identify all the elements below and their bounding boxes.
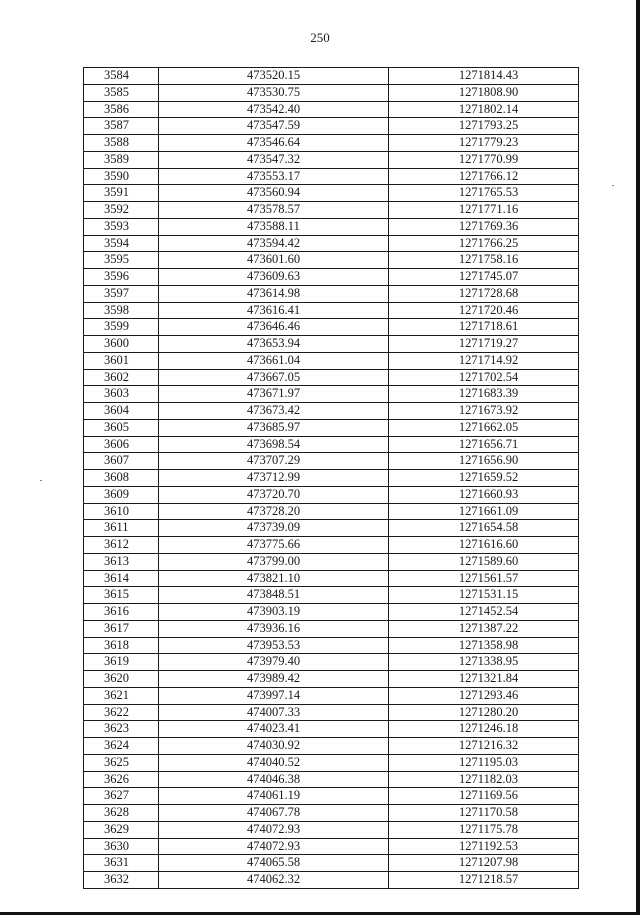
y-coordinate-cell: 1271718.61 (389, 319, 579, 336)
point-number-cell: 3593 (84, 218, 159, 235)
point-number-cell: 3604 (84, 403, 159, 420)
x-coordinate-cell: 474072.93 (159, 838, 389, 855)
point-number-cell: 3605 (84, 419, 159, 436)
x-coordinate-cell: 474030.92 (159, 738, 389, 755)
point-number-cell: 3589 (84, 151, 159, 168)
y-coordinate-cell: 1271766.12 (389, 168, 579, 185)
table-row (84, 771, 579, 788)
y-coordinate-cell: 1271216.32 (389, 738, 579, 755)
y-coordinate-cell: 1271771.16 (389, 202, 579, 219)
x-coordinate-cell: 473671.97 (159, 386, 389, 403)
table-row (84, 872, 579, 889)
point-number-cell: 3626 (84, 771, 159, 788)
x-coordinate-cell: 474046.38 (159, 771, 389, 788)
y-coordinate-cell: 1271793.25 (389, 118, 579, 135)
table-row (84, 654, 579, 671)
y-coordinate-cell: 1271280.20 (389, 704, 579, 721)
point-number-cell: 3596 (84, 269, 159, 286)
x-coordinate-cell: 474072.93 (159, 821, 389, 838)
x-coordinate-cell: 473546.64 (159, 135, 389, 152)
point-number-cell: 3599 (84, 319, 159, 336)
x-coordinate-cell: 473848.51 (159, 587, 389, 604)
table-row (84, 838, 579, 855)
scan-edge-right (636, 0, 640, 915)
y-coordinate-cell: 1271714.92 (389, 352, 579, 369)
x-coordinate-cell: 473720.70 (159, 486, 389, 503)
point-number-cell: 3627 (84, 788, 159, 805)
y-coordinate-cell: 1271673.92 (389, 403, 579, 420)
table-row (84, 855, 579, 872)
point-number-cell: 3595 (84, 252, 159, 269)
x-coordinate-cell: 473989.42 (159, 671, 389, 688)
table-row (84, 84, 579, 101)
y-coordinate-cell: 1271662.05 (389, 419, 579, 436)
point-number-cell: 3621 (84, 687, 159, 704)
point-number-cell: 3628 (84, 805, 159, 822)
x-coordinate-cell: 473542.40 (159, 101, 389, 118)
table-row (84, 352, 579, 369)
y-coordinate-cell: 1271207.98 (389, 855, 579, 872)
y-coordinate-cell: 1271758.16 (389, 252, 579, 269)
y-coordinate-cell: 1271321.84 (389, 671, 579, 688)
y-coordinate-cell: 1271656.71 (389, 436, 579, 453)
point-number-cell: 3602 (84, 369, 159, 386)
table-row (84, 721, 579, 738)
table-row (84, 453, 579, 470)
x-coordinate-cell: 473588.11 (159, 218, 389, 235)
table-row (84, 168, 579, 185)
x-coordinate-cell: 473698.54 (159, 436, 389, 453)
table-row (84, 68, 579, 85)
table-row (84, 252, 579, 269)
y-coordinate-cell: 1271616.60 (389, 537, 579, 554)
x-coordinate-cell: 473578.57 (159, 202, 389, 219)
table-row (84, 202, 579, 219)
y-coordinate-cell: 1271745.07 (389, 269, 579, 286)
y-coordinate-cell: 1271218.57 (389, 872, 579, 889)
x-coordinate-cell: 473530.75 (159, 84, 389, 101)
point-number-cell: 3591 (84, 185, 159, 202)
x-coordinate-cell: 473609.63 (159, 269, 389, 286)
coordinate-table-body (84, 68, 579, 889)
x-coordinate-cell: 473667.05 (159, 369, 389, 386)
point-number-cell: 3600 (84, 336, 159, 353)
x-coordinate-cell: 473728.20 (159, 503, 389, 520)
point-number-cell: 3620 (84, 671, 159, 688)
table-row (84, 118, 579, 135)
x-coordinate-cell: 473547.59 (159, 118, 389, 135)
point-number-cell: 3597 (84, 285, 159, 302)
point-number-cell: 3630 (84, 838, 159, 855)
x-coordinate-cell: 473821.10 (159, 570, 389, 587)
y-coordinate-cell: 1271182.03 (389, 771, 579, 788)
x-coordinate-cell: 473775.66 (159, 537, 389, 554)
table-row (84, 101, 579, 118)
table-row (84, 570, 579, 587)
table-row (84, 336, 579, 353)
point-number-cell: 3588 (84, 135, 159, 152)
table-row (84, 185, 579, 202)
table-row (84, 754, 579, 771)
y-coordinate-cell: 1271192.53 (389, 838, 579, 855)
table-row (84, 620, 579, 637)
x-coordinate-cell: 473953.53 (159, 637, 389, 654)
table-row (84, 319, 579, 336)
table-row (84, 285, 579, 302)
y-coordinate-cell: 1271814.43 (389, 68, 579, 85)
point-number-cell: 3625 (84, 754, 159, 771)
x-coordinate-cell: 474065.58 (159, 855, 389, 872)
point-number-cell: 3607 (84, 453, 159, 470)
table-row (84, 738, 579, 755)
table-row (84, 235, 579, 252)
x-coordinate-cell: 474061.19 (159, 788, 389, 805)
x-coordinate-cell: 474040.52 (159, 754, 389, 771)
point-number-cell: 3592 (84, 202, 159, 219)
y-coordinate-cell: 1271656.90 (389, 453, 579, 470)
point-number-cell: 3584 (84, 68, 159, 85)
x-coordinate-cell: 473712.99 (159, 470, 389, 487)
table-row (84, 520, 579, 537)
y-coordinate-cell: 1271808.90 (389, 84, 579, 101)
y-coordinate-cell: 1271387.22 (389, 620, 579, 637)
page-number: 250 (310, 30, 330, 45)
point-number-cell: 3586 (84, 101, 159, 118)
point-number-cell: 3631 (84, 855, 159, 872)
y-coordinate-cell: 1271170.58 (389, 805, 579, 822)
table-row (84, 537, 579, 554)
y-coordinate-cell: 1271765.53 (389, 185, 579, 202)
y-coordinate-cell: 1271293.46 (389, 687, 579, 704)
x-coordinate-cell: 474067.78 (159, 805, 389, 822)
table-row (84, 470, 579, 487)
point-number-cell: 3624 (84, 738, 159, 755)
scan-speck (612, 185, 614, 186)
point-number-cell: 3587 (84, 118, 159, 135)
y-coordinate-cell: 1271766.25 (389, 235, 579, 252)
point-number-cell: 3608 (84, 470, 159, 487)
x-coordinate-cell: 473799.00 (159, 553, 389, 570)
y-coordinate-cell: 1271195.03 (389, 754, 579, 771)
x-coordinate-cell: 473936.16 (159, 620, 389, 637)
table-row (84, 403, 579, 420)
point-number-cell: 3619 (84, 654, 159, 671)
table-row (84, 269, 579, 286)
x-coordinate-cell: 473997.14 (159, 687, 389, 704)
point-number-cell: 3609 (84, 486, 159, 503)
table-row (84, 486, 579, 503)
y-coordinate-cell: 1271661.09 (389, 503, 579, 520)
x-coordinate-cell: 473685.97 (159, 419, 389, 436)
x-coordinate-cell: 474062.32 (159, 872, 389, 889)
point-number-cell: 3598 (84, 302, 159, 319)
y-coordinate-cell: 1271452.54 (389, 604, 579, 621)
table-row (84, 151, 579, 168)
point-number-cell: 3603 (84, 386, 159, 403)
x-coordinate-cell: 473903.19 (159, 604, 389, 621)
point-number-cell: 3610 (84, 503, 159, 520)
table-row (84, 587, 579, 604)
y-coordinate-cell: 1271589.60 (389, 553, 579, 570)
table-row (84, 436, 579, 453)
table-row (84, 821, 579, 838)
table-row (84, 218, 579, 235)
y-coordinate-cell: 1271175.78 (389, 821, 579, 838)
y-coordinate-cell: 1271659.52 (389, 470, 579, 487)
y-coordinate-cell: 1271338.95 (389, 654, 579, 671)
x-coordinate-cell: 474007.33 (159, 704, 389, 721)
point-number-cell: 3612 (84, 537, 159, 554)
point-number-cell: 3618 (84, 637, 159, 654)
y-coordinate-cell: 1271531.15 (389, 587, 579, 604)
table-row (84, 553, 579, 570)
point-number-cell: 3622 (84, 704, 159, 721)
table-row (84, 419, 579, 436)
x-coordinate-cell: 473646.46 (159, 319, 389, 336)
y-coordinate-cell: 1271770.99 (389, 151, 579, 168)
point-number-cell: 3617 (84, 620, 159, 637)
table-row (84, 386, 579, 403)
table-row (84, 503, 579, 520)
x-coordinate-cell: 473653.94 (159, 336, 389, 353)
point-number-cell: 3616 (84, 604, 159, 621)
y-coordinate-cell: 1271169.56 (389, 788, 579, 805)
point-number-cell: 3606 (84, 436, 159, 453)
y-coordinate-cell: 1271654.58 (389, 520, 579, 537)
table-row (84, 671, 579, 688)
point-number-cell: 3613 (84, 553, 159, 570)
point-number-cell: 3585 (84, 84, 159, 101)
x-coordinate-cell: 473614.98 (159, 285, 389, 302)
point-number-cell: 3629 (84, 821, 159, 838)
y-coordinate-cell: 1271779.23 (389, 135, 579, 152)
x-coordinate-cell: 473553.17 (159, 168, 389, 185)
y-coordinate-cell: 1271728.68 (389, 285, 579, 302)
point-number-cell: 3614 (84, 570, 159, 587)
x-coordinate-cell: 473661.04 (159, 352, 389, 369)
x-coordinate-cell: 474023.41 (159, 721, 389, 738)
table-row (84, 788, 579, 805)
x-coordinate-cell: 473547.32 (159, 151, 389, 168)
x-coordinate-cell: 473601.60 (159, 252, 389, 269)
point-number-cell: 3594 (84, 235, 159, 252)
x-coordinate-cell: 473739.09 (159, 520, 389, 537)
x-coordinate-cell: 473616.41 (159, 302, 389, 319)
x-coordinate-cell: 473594.42 (159, 235, 389, 252)
x-coordinate-cell: 473707.29 (159, 453, 389, 470)
y-coordinate-cell: 1271561.57 (389, 570, 579, 587)
y-coordinate-cell: 1271358.98 (389, 637, 579, 654)
table-row (84, 704, 579, 721)
point-number-cell: 3590 (84, 168, 159, 185)
y-coordinate-cell: 1271719.27 (389, 336, 579, 353)
point-number-cell: 3632 (84, 872, 159, 889)
point-number-cell: 3611 (84, 520, 159, 537)
scan-speck (40, 480, 42, 481)
coordinate-table (83, 67, 579, 889)
table-row (84, 805, 579, 822)
y-coordinate-cell: 1271660.93 (389, 486, 579, 503)
y-coordinate-cell: 1271769.36 (389, 218, 579, 235)
x-coordinate-cell: 473979.40 (159, 654, 389, 671)
point-number-cell: 3601 (84, 352, 159, 369)
x-coordinate-cell: 473560.94 (159, 185, 389, 202)
table-row (84, 302, 579, 319)
table-row (84, 637, 579, 654)
y-coordinate-cell: 1271702.54 (389, 369, 579, 386)
y-coordinate-cell: 1271683.39 (389, 386, 579, 403)
table-row (84, 687, 579, 704)
point-number-cell: 3623 (84, 721, 159, 738)
table-row (84, 135, 579, 152)
x-coordinate-cell: 473673.42 (159, 403, 389, 420)
y-coordinate-cell: 1271246.18 (389, 721, 579, 738)
x-coordinate-cell: 473520.15 (159, 68, 389, 85)
y-coordinate-cell: 1271802.14 (389, 101, 579, 118)
table-row (84, 604, 579, 621)
table-row (84, 369, 579, 386)
point-number-cell: 3615 (84, 587, 159, 604)
y-coordinate-cell: 1271720.46 (389, 302, 579, 319)
